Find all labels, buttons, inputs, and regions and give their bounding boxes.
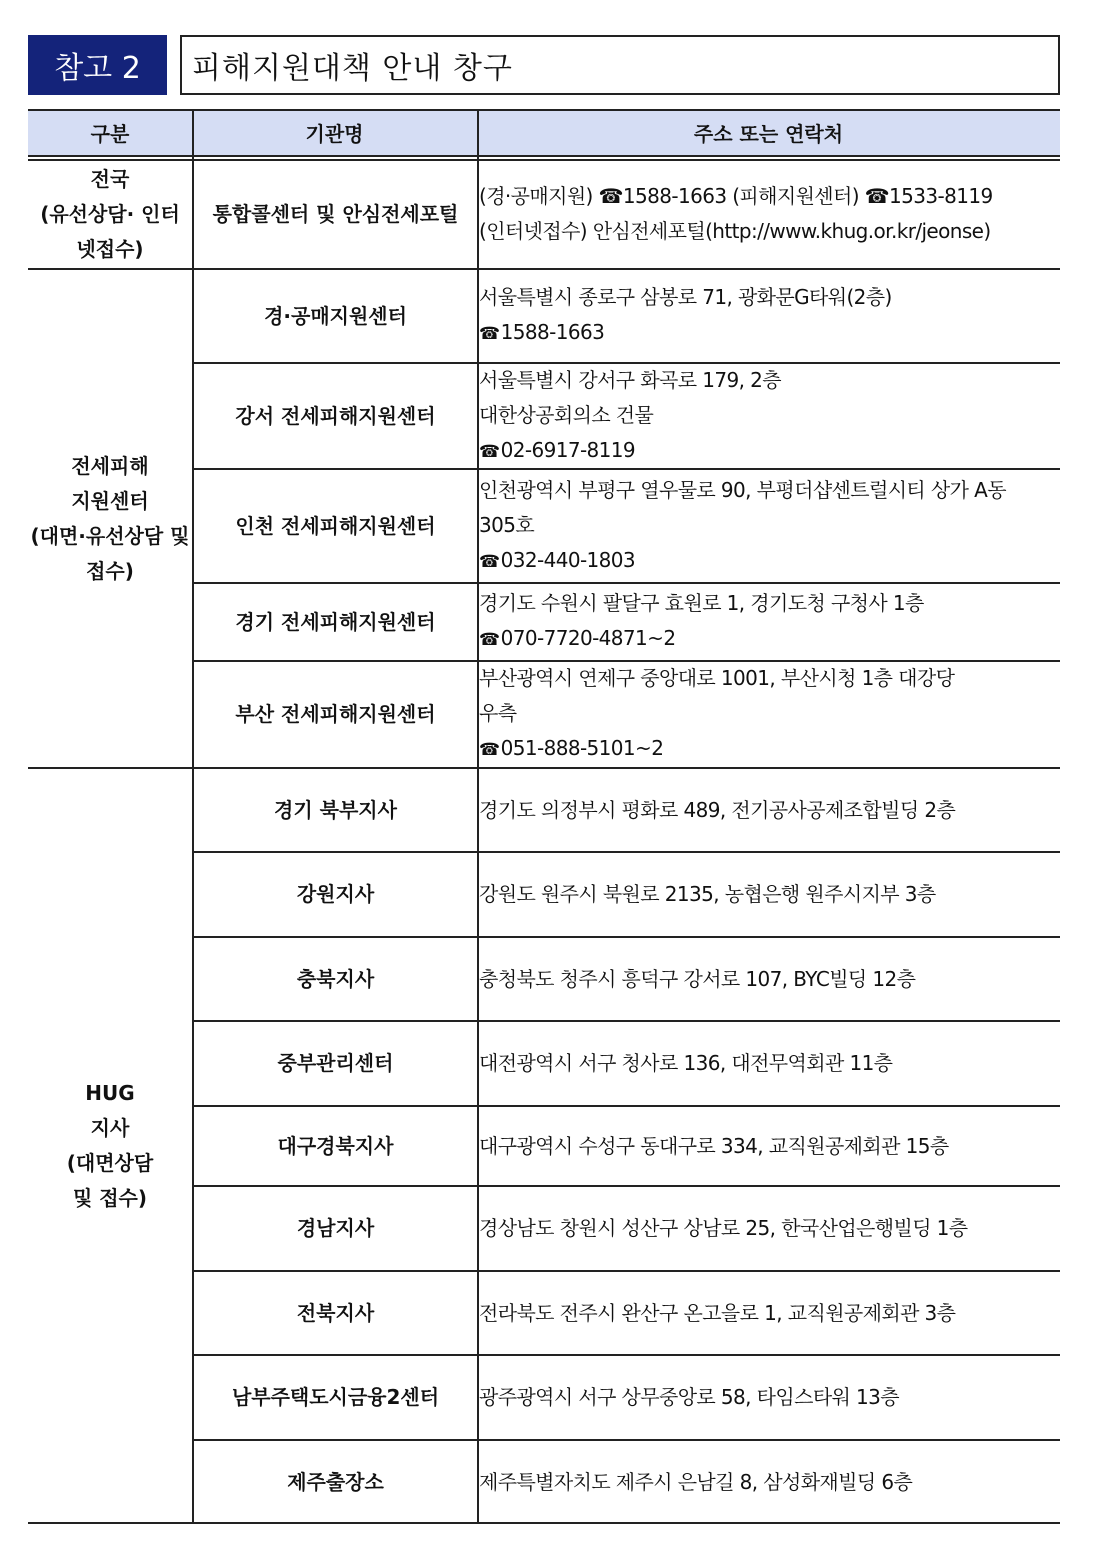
agency-name: 남부주택도시금융2센터 [231,1385,440,1409]
address-line: 강원도 원주시 북원로 2135, 농협은행 원주시지부 3층 [479,882,936,906]
group-hug-branches [28,768,192,1524]
address-line: 전라북도 전주시 완산구 온고을로 1, 교직원공제회관 3층 [479,1300,956,1325]
agency-name: 통합콜센터 및 안심전세포털 [212,201,459,226]
agency-name: 경·공매지원센터 [264,303,407,328]
address-line: 경기도 수원시 팔달구 효원로 1, 경기도청 구청사 1층 [479,591,924,615]
header-category: 구분 [28,109,192,156]
address-line: 충청북도 청주시 흥덕구 강서로 107, BYC빌딩 12층 [479,966,916,991]
address-contact [479,1021,1060,1106]
address-line: 서울특별시 강서구 화곡로 179, 2층 [479,367,781,392]
address-line: 광주광역시 서구 상무중앙로 58, 타임스타워 13층 [479,1385,900,1409]
group-national-line: (유선상담· 인터 [40,201,180,226]
address-contact [479,852,1060,937]
group-hug-line: 지사 [90,1116,130,1140]
group-hug-line: HUG [85,1081,135,1105]
agency-name: 경기 전세피해지원센터 [235,609,436,634]
title-bar [28,35,1060,95]
address-contact [479,583,1060,661]
address-contact [479,1440,1060,1524]
address-contact [479,937,1060,1021]
address-line: 제주특별자치도 제주시 은남길 8, 삼성화재빌딩 6층 [479,1469,913,1494]
address-contact [479,1271,1060,1355]
address-line: 서울특별시 종로구 삼봉로 71, 광화문G타워(2층) [479,285,892,309]
group-jeonse-centers [28,269,192,768]
address-contact [479,768,1060,852]
address-contact [479,1186,1060,1271]
address-line: 대전광역시 서구 청사로 136, 대전무역회관 11층 [479,1051,893,1075]
address-line: (경·공매지원) ☎1588-1663 (피해지원센터) ☎1533-8119 [479,184,993,208]
address-contact [479,269,1060,363]
phone-number: ☎ 032-440-1803 [479,543,1060,580]
address-contact [479,469,1060,583]
address-contact [479,159,1060,269]
group-hug-line: (대면상담 [66,1151,154,1175]
address-line: 대구광역시 수성구 동대구로 334, 교직원공제회관 15층 [479,1133,949,1158]
address-contact [479,363,1060,469]
group-hug-line: 및 접수) [72,1186,148,1210]
agency-name: 제주출장소 [287,1469,384,1494]
agency-name: 중부관리센터 [277,1051,394,1075]
page-title: 피해지원대책 안내 창구 [180,35,1060,95]
phone-number: ☎ 051-888-5101~2 [479,731,1060,768]
agency-name: 인천 전세피해지원센터 [235,513,436,538]
address-line: 대한상공회의소 건물 [479,402,654,427]
group-national-line: 전국 [90,166,130,191]
agency-name: 부산 전세피해지원센터 [235,702,436,726]
phone-number: ☎ 070-7720-4871~2 [479,621,1060,658]
address-contact [479,661,1060,768]
phone-number: ☎ 02-6917-8119 [479,433,1060,470]
agency-name: 대구경북지사 [277,1133,394,1158]
group-jeonse-line: (대면·유선상담 및 [30,523,190,548]
table-top-rule [28,109,1060,111]
address-line: 305호 [479,512,535,537]
header-rule [28,155,1060,157]
address-line: (인터넷접수) 안심전세포털(http://www.khug.or.kr/jeonse) [479,219,991,243]
header-contact: 주소 또는 연락처 [477,109,1060,156]
address-line: 경기도 의정부시 평화로 489, 전기공사공제조합빌딩 2층 [479,797,956,822]
group-jeonse-line: 전세피해 [71,453,149,478]
agency-name: 전북지사 [296,1300,375,1325]
support-contact-table [28,109,1060,1524]
address-contact [479,1106,1060,1186]
address-line: 우측 [479,701,517,725]
group-national [28,159,192,269]
agency-name: 경남지사 [296,1216,375,1240]
address-line: 인천광역시 부평구 열우물로 90, 부평더샵센트럴시티 상가 A동 [479,477,1006,502]
agency-name: 경기 북부지사 [274,797,397,822]
agency-name: 충북지사 [296,966,375,991]
address-line: 경상남도 창원시 성산구 상남로 25, 한국산업은행빌딩 1층 [479,1216,968,1240]
address-contact [479,1355,1060,1440]
group-jeonse-line: 접수) [86,558,134,583]
header-agency: 기관명 [192,109,477,156]
phone-number: ☎ 1588-1663 [479,315,1060,352]
group-national-line: 넷접수) [76,236,144,261]
group-jeonse-line: 지원센터 [71,488,149,513]
reference-badge: 참고 2 [28,35,167,95]
agency-name: 강원지사 [296,882,375,906]
agency-name: 강서 전세피해지원센터 [235,403,436,428]
address-line: 부산광역시 연제구 중앙대로 1001, 부산시청 1층 대강당 [479,666,955,690]
